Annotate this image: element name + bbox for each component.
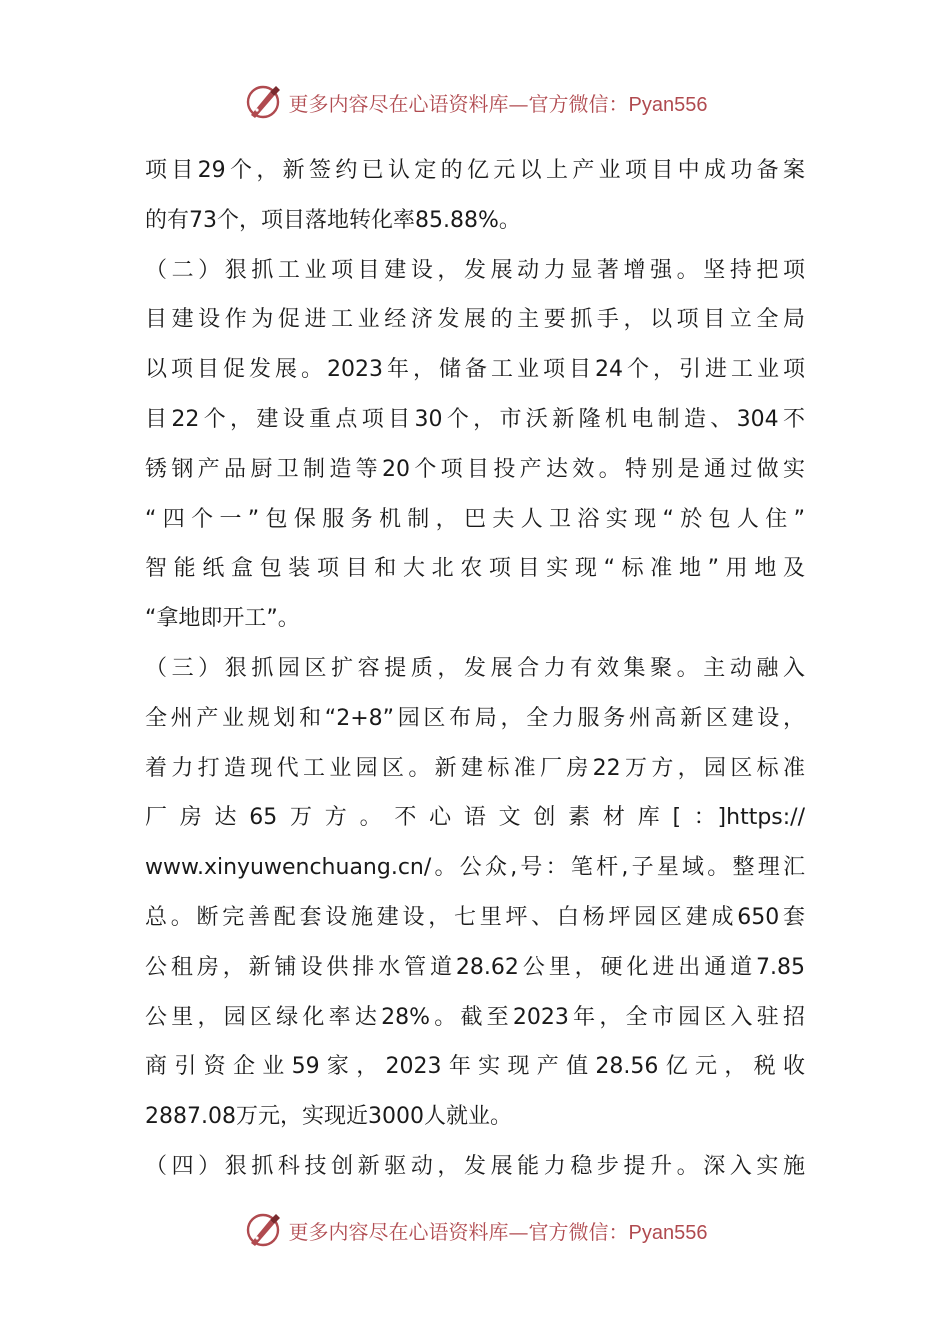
text-line: 以项目促发展。2023年，储备工业项目24个，引进工业项 bbox=[145, 357, 805, 383]
banner-text: 更多内容尽在心语资料库—官方微信：Pyan556 bbox=[288, 91, 708, 116]
text-line: 商引资企业59家，2023年实现产值28.56亿元，税收 bbox=[145, 1054, 805, 1080]
text-line: （二）狠抓工业项目建设，发展动力显著增强。坚持把项 bbox=[145, 257, 805, 283]
footer-banner bbox=[0, 1208, 950, 1252]
text-line: 项目29个，新签约已认定的亿元以上产业项目中成功备案 bbox=[145, 158, 805, 183]
text-line: 智能纸盒包装项目和大北农项目实现“标准地”用地及 bbox=[145, 556, 805, 582]
banner-text: 更多内容尽在心语资料库—官方微信：Pyan556 bbox=[288, 1219, 708, 1244]
wechat-id: Pyan556 bbox=[628, 1221, 708, 1244]
text-line: 全州产业规划和“2+8”园区布局，全力服务州高新区建设， bbox=[145, 705, 805, 731]
text-line: 目建设作为促进工业经济发展的主要抓手，以项目立全局 bbox=[145, 307, 805, 333]
pen-nib-logo-icon bbox=[243, 82, 283, 122]
text-line: 的有73个，项目落地转化率85.88%。 bbox=[145, 207, 521, 233]
text-line: （三）狠抓园区扩容提质，发展合力有效集聚。主动融入 bbox=[145, 655, 805, 681]
document-body bbox=[145, 146, 805, 1192]
text-line: 着力打造现代工业园区。新建标准厂房22万方，园区标准 bbox=[145, 755, 805, 781]
pen-nib-logo-icon bbox=[243, 1210, 283, 1250]
wechat-id: Pyan556 bbox=[628, 93, 708, 116]
text-line: 锈钢产品厨卫制造等20个项目投产达效。特别是通过做实 bbox=[145, 456, 805, 482]
text-line: 目22个，建设重点项目30个，市沃新隆机电制造、304不 bbox=[145, 406, 805, 432]
text-line: “四个一”包保服务机制，巴夫人卫浴实现“於包人住” bbox=[145, 506, 805, 532]
text-line: 总。断完善配套设施建设，七里坪、白杨坪园区建成650套 bbox=[145, 904, 805, 930]
text-line: （四）狠抓科技创新驱动，发展能力稳步提升。深入实施 bbox=[145, 1153, 805, 1179]
text-line: 厂房达65万方。不心语文创素材库[：]https:// bbox=[145, 805, 805, 831]
text-line: 公租房，新铺设供排水管道28.62公里，硬化进出通道7.85 bbox=[145, 954, 805, 980]
text-line: 2887.08万元，实现近3000人就业。 bbox=[145, 1104, 512, 1130]
text-line: “拿地即开工”。 bbox=[145, 606, 300, 632]
text-line: 公里，园区绿化率达28%。截至2023年，全市园区入驻招 bbox=[145, 1004, 805, 1030]
text-line: www.xinyuwenchuang.cn/。公众,号：笔杆,子星域。整理汇 bbox=[145, 855, 805, 881]
header-banner bbox=[0, 80, 950, 124]
